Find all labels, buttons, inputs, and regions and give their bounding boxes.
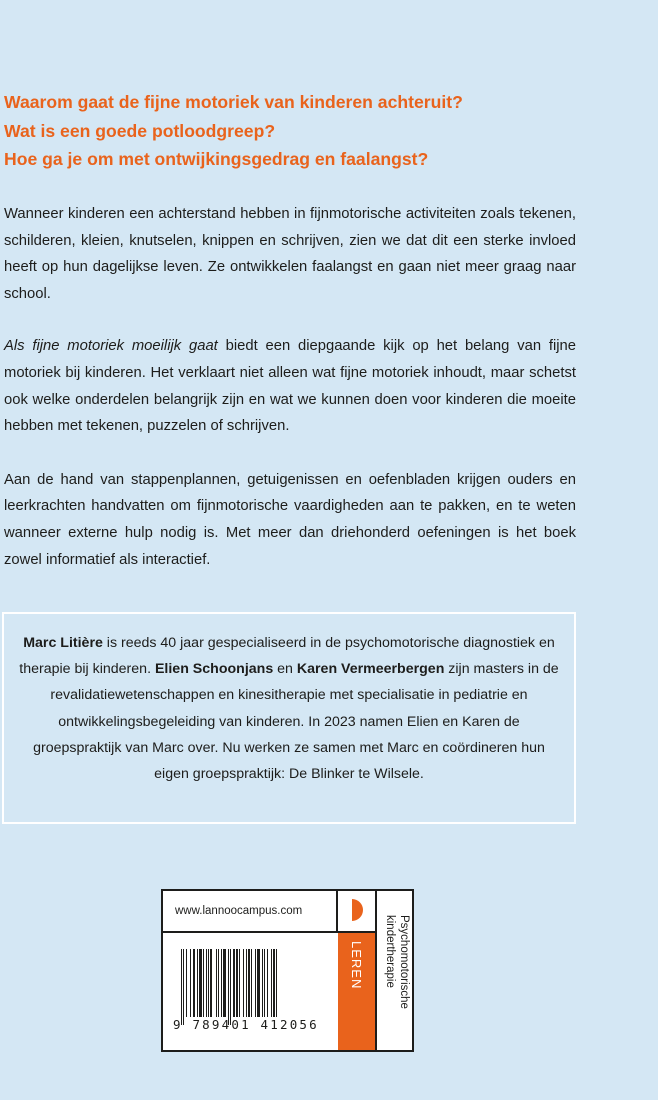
question-2: Wat is een goede potloodgreep? [4,120,276,141]
bio-text-3: zijn masters in de revalidatiewetenschappen en kinesitherapie met specialisatie in pediatrie en ontwikkelingsbegeleiding van kinderen. In 2023 namen Elien en Karen de groepspraktijk van Marc over. Nu werken ze samen met Marc en coördineren hun eigen groepspraktijk: De Blinker te Wilsele. [33,661,559,783]
question-1: Waarom gaat de fijne motoriek van kinderen achteruit? [4,92,463,112]
series-label-cell [338,933,377,1050]
question-3: Hoe ga je om met ontwijkingsgedrag en faalangst? [4,149,429,169]
author-name-1: Marc Litière [23,635,103,651]
lannoo-d-logo-icon [352,899,363,921]
paragraph-2-text: biedt een diepgaande kijk op het belang van fijne motoriek bij kinderen. Het verklaart niet alleen wat fijne motoriek inhoudt, maar schetst ook welke onderdelen belangrijk zijn en wat we kunnen doen voor kinderen die moeite hebben met tekenen, puzzelen of schrijven. [4,338,576,435]
bio-text-2: en [273,661,297,678]
series-label: LEREN [349,941,364,990]
logo-cell [338,891,377,933]
publisher-website: www.lannoocampus.com [163,891,338,933]
author-name-3: Karen Vermeerbergen [296,661,445,678]
blurb [4,201,576,600]
paragraph-1: Wanneer kinderen een achterstand hebben in fijnmotorische activiteiten zoals tekenen, schilderen, kleien, knutselen, knippen en schrijven, zien we dat dit een sterke invloed heeft op hun dagelijkse leven. Ze ontwikkelen faalangst en gaan niet meer graag naar school. [4,206,576,302]
paragraph-2 [4,333,576,439]
bio-text-1: is reeds 40 jaar gespecialiseerd in de psychomotorische diagnostiek en therapie bij kinderen. [19,635,555,678]
barcode-bar [277,949,278,1025]
barcode-icon [181,949,321,1017]
paragraph-3: Aan de hand van stappenplannen, getuigenissen en oefenbladen krijgen ouders en leerkrachten handvatten om fijnmotorische vaardigheden aan te pakken, en te weten wanneer externe hulp nodig is. Met meer dan driehonderd oefeningen is het boek zowel informatief als interactief. [4,471,576,568]
book-title: Als fijne motoriek moeilijk gaat [4,338,218,355]
isbn-digits: 9 789401 412056 [173,1017,319,1032]
author-name-2: Elien Schoonjans [154,661,274,678]
category-label: Psychomotorische kindertherapie [384,915,410,1009]
isbn-number [173,1017,333,1032]
author-bio-box [2,612,576,824]
barcode-panel [161,889,414,1052]
question-list [4,88,644,174]
author-bio [18,630,560,787]
category-cell [377,891,412,1050]
